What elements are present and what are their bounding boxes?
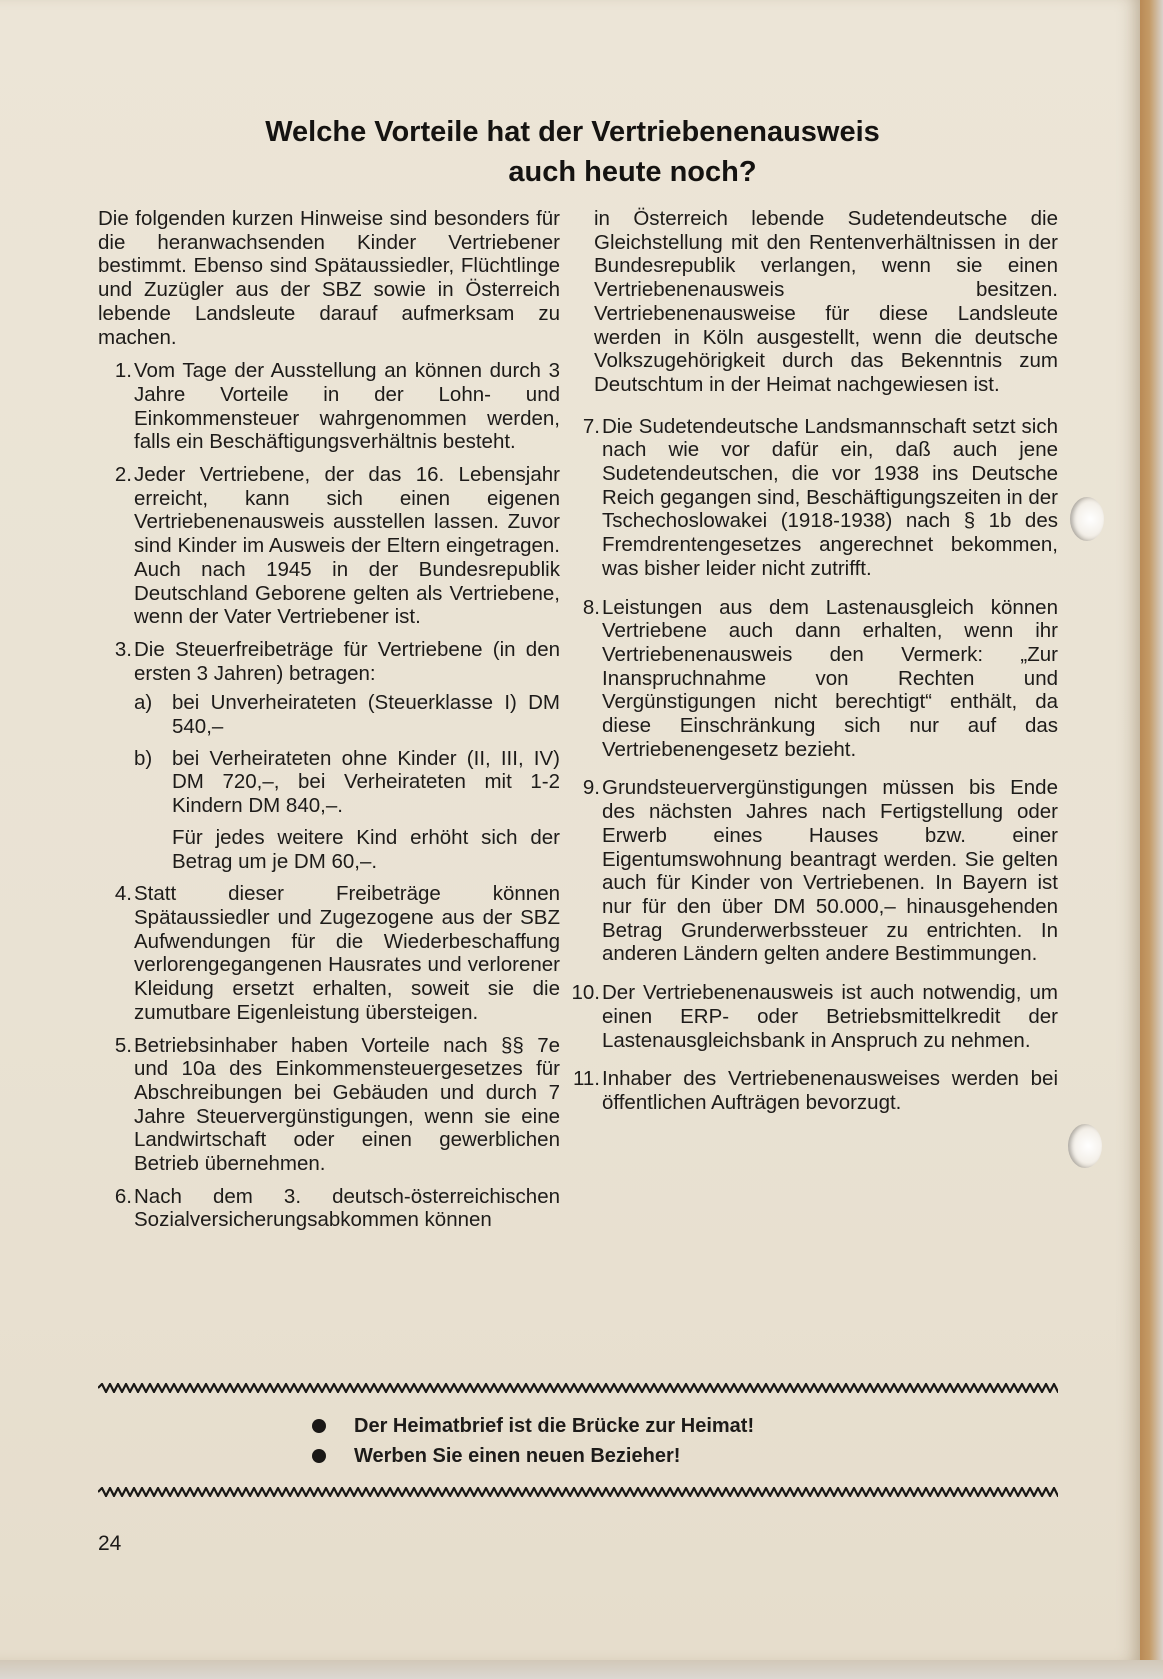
- wavy-divider-bottom: [98, 1487, 1058, 1497]
- item-text: Vom Tage der Ausstellung an können durch 3 Jahre Vorteile in der Lohn- und Einkommensteuer wahrgenommen werden, falls ein Beschäftigungsverhältnis besteht.: [134, 359, 560, 454]
- list-item: [582, 595, 1058, 762]
- item-text: Statt dieser Freibeträge können Spätaussiedler und Zugezogene aus der SBZ Aufwendungen für die Wiederbeschaffung verlorengegangenen Hausrates und verlorener Kleidung ersetzt erhalten, soweit sie die zumutbare Eigenleistung übersteigen.: [134, 882, 560, 1024]
- list-item: [582, 776, 1058, 966]
- item-number: 1.: [114, 359, 132, 383]
- bullet-icon: [312, 1419, 326, 1433]
- list-item: [582, 414, 1058, 581]
- item-number: 2.: [114, 463, 132, 487]
- item-number: 4.: [114, 882, 132, 906]
- promo-box: [312, 1411, 754, 1471]
- wavy-divider-top: [98, 1383, 1058, 1393]
- sub-item: [134, 691, 560, 738]
- item-number: 9.: [582, 776, 600, 800]
- list-item: [98, 1034, 560, 1176]
- item-number: 7.: [582, 414, 600, 438]
- right-list: [571, 414, 1058, 1115]
- page-title: [100, 112, 1045, 192]
- promo-text-2: Werben Sie einen neuen Bezieher!: [354, 1445, 681, 1467]
- bullet-icon: [312, 1449, 326, 1463]
- list-item: [571, 981, 1058, 1052]
- item-text: Betriebsinhaber haben Vorteile nach §§ 7e und 10a des Einkommensteuergesetzes für Abschreibungen bei Gebäuden und durch 7 Jahre Steuervergünstigungen, wenn sie eine Landwirtschaft oder einen gewerblichen Betrieb übernehmen.: [134, 1033, 560, 1176]
- item-number: 8.: [582, 595, 600, 619]
- sub-item-label: a): [134, 691, 153, 715]
- continuation-paragraph: in Österreich lebende Sudetendeutsche die Gleichstellung mit den Rentenverhältnissen in der Bundesrepublik verlangen, wenn sie einen Vertriebenenausweis besitzen. Vertriebenenausweise für diese Landsleute werden in Köln ausgestellt, wenn die deutsche Volkszugehörigkeit durch das Bekenntnis zum Deutschtum in der Heimat nachgewiesen ist.: [594, 207, 1058, 396]
- intro-paragraph: Die folgenden kurzen Hinweise sind besonders für die heranwachsenden Kinder Vertriebener bestimmt. Ebenso sind Spätaussiedler, Flüchtlinge und Zuzügler aus der SBZ sowie in Österreich lebende Landsleute darauf aufmerksam zu machen.: [98, 207, 560, 349]
- list-item: [98, 359, 560, 454]
- item-text: Nach dem 3. deutsch-österreichischen Sozialversicherungsabkommen können: [134, 1184, 560, 1232]
- item-text: Leistungen aus dem Lastenausgleich können Vertriebene auch dann erhalten, wenn ihr Vertriebenenausweis den Vermerk: „Zur Inanspruchnahme von Rechten und Vergünstigungen nicht berechtigt“ enthält, da diese Einschränkung sich nur auf das Vertriebenengesetz bezieht.: [602, 595, 1058, 761]
- item-number: 10.: [571, 981, 600, 1005]
- title-line-2: auch heute noch?: [508, 156, 757, 188]
- item-text: Grundsteuervergünstigungen müssen bis Ende des nächsten Jahres nach Fertigstellung oder Erwerb eines Hauses bzw. einer Eigentumswohnung beantragt werden. Sie gelten auch für Kinder von Vertriebenen. In Bayern ist nur für den über DM 50.000,– hinausgehenden Betrag Grunderwerbssteuer zu entrichten. In anderen Ländern gelten andere Bestimmungen.: [602, 776, 1058, 966]
- page-bottom-edge: [0, 1660, 1163, 1679]
- promo-line-2: [312, 1441, 754, 1471]
- item-text: Die Steuerfreibeträge für Vertriebene (in den ersten 3 Jahren) betragen:: [134, 637, 560, 685]
- list-item: [573, 1067, 1058, 1114]
- left-column: [98, 207, 560, 1241]
- sub-item-text: bei Verheirateten ohne Kinder (II, III, IV) DM 720,–, bei Verheirateten mit 1-2 Kindern DM 840,–.: [172, 746, 560, 818]
- list-item: [98, 882, 560, 1024]
- item-number: 5.: [114, 1033, 132, 1057]
- sub-note: Für jedes weitere Kind erhöht sich der Betrag um je DM 60,–.: [172, 825, 560, 873]
- right-column: [571, 207, 1058, 1130]
- promo-text-1: Der Heimatbrief ist die Brücke zur Heimat!: [354, 1415, 755, 1437]
- page-number: 24: [98, 1532, 122, 1555]
- item-text: Inhaber des Vertriebenenausweises werden bei öffentlichen Aufträgen bevorzugt.: [602, 1067, 1058, 1114]
- title-line-1: Welche Vorteile hat der Vertriebenenausweis: [265, 116, 880, 148]
- sub-item: [134, 747, 560, 818]
- page-edge: [1140, 0, 1163, 1679]
- item-number: 6.: [114, 1184, 132, 1208]
- list-item: [98, 463, 560, 629]
- item-number: 11.: [573, 1067, 600, 1091]
- punch-hole-icon: [1068, 1124, 1102, 1168]
- list-item: [98, 1185, 560, 1232]
- list-item: [98, 638, 560, 873]
- sub-item-label: b): [134, 746, 153, 770]
- item-text: Jeder Vertriebene, der das 16. Lebensjahr erreicht, kann sich einen eigenen Vertriebenenausweis ausstellen lassen. Zuvor sind Kinder im Ausweis der Eltern eingetragen. Auch nach 1945 in der Bundesrepublik Deutschland Geborene gelten als Vertriebene, wenn der Vater Vertriebener ist.: [134, 463, 560, 629]
- sub-list: [134, 691, 560, 818]
- sub-item-text: bei Unverheirateten (Steuerklasse I) DM 540,–: [172, 691, 560, 739]
- item-text: Der Vertriebenenausweis ist auch notwendig, um einen ERP- oder Betriebsmittelkredit der Lastenausgleichsbank in Anspruch zu nehmen.: [602, 981, 1058, 1052]
- left-list: [98, 359, 560, 1232]
- promo-line-1: [312, 1411, 754, 1441]
- item-text: Die Sudetendeutsche Landsmannschaft setzt sich nach wie vor dafür ein, daß auch jene Sudetendeutschen, die vor 1938 ins Deutsche Reich gegangen sind, Beschäftigungszeiten in der Tschechoslowakei (1918-1938) nach § 1b des Fremdrentengesetzes angerechnet bekommen, was bisher leider nicht zutrifft.: [602, 414, 1058, 580]
- item-number: 3.: [114, 637, 132, 661]
- punch-hole-icon: [1070, 497, 1104, 541]
